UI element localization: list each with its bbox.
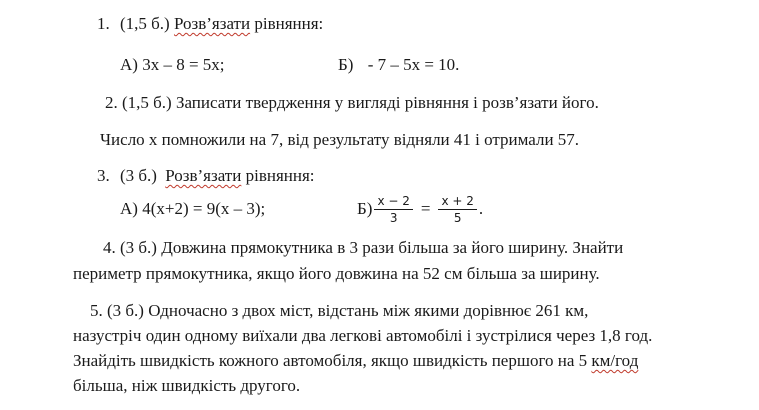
task-3-fraction-left-denominator: 3 [389,211,398,226]
task-3-points: (3 б.) [120,166,157,185]
task-2-body: Число х помножили на 7, від результату відняли 41 і отримали 57. [100,130,580,149]
task-1-instruction-rest: рівняння: [254,14,324,33]
task-3-equals-sign: = [420,199,431,218]
task-3-number: 3. [97,166,110,185]
task-3-instruction: Розв’язати [165,166,242,185]
task-5-line-3-text: Знайдіть швидкість кожного автомобіля, якщо швидкість першого на 5 [73,351,592,370]
task-3-instruction-rest: рівняння: [245,166,315,185]
task-2-header: 2. (1,5 б.) Записати твердження у вигляді рівняння і розв’язати його. [105,93,599,112]
task-5-line-3 [73,351,638,371]
task-3-fraction-right-denominator: 5 [453,211,462,226]
task-5-line-2: назустріч один одному виїхали два легкові автомобілі і зустрілися через 1,8 год. [73,326,653,345]
task-1-header [97,14,323,34]
task-5-line-1: 5. (3 б.) Одночасно з двох міст, відстань між якими дорівнює 261 км, [90,301,589,320]
task-3-option-a-label: А) [120,199,138,218]
task-3-option-a [120,199,265,219]
task-4-line-1: 4. (3 б.) Довжина прямокутника в 3 рази більша за його ширину. Знайти [103,238,624,257]
task-3-option-b [357,189,483,229]
task-4-line-2: периметр прямокутника, якщо його довжина на 52 см більша за ширину. [73,264,600,283]
task-5-speed-unit: км/год [591,351,639,370]
task-1-option-a [120,55,225,75]
task-1-instruction: Розв’язати [173,14,251,33]
task-3-end-dot: . [478,199,484,218]
task-3-header [97,166,315,186]
task-1-number: 1. [97,14,110,33]
task-3-option-a-equation: 4(х+2) = 9(х – 3); [142,199,266,218]
task-5-line-4: більша, ніж швидкість другого. [73,376,301,395]
task-1-option-b-label: Б) [338,55,354,74]
task-1-points: (1,5 б.) [120,14,170,33]
task-1-option-b-equation: - 7 – 5х = 10. [367,55,460,74]
task-3-option-b-label: Б) [357,199,373,218]
task-3-fraction-left [374,195,412,225]
task-3-fraction-left-numerator: x − 2 [374,195,412,210]
task-3-fraction-right [438,195,476,225]
task-3-fraction-right-numerator: x + 2 [438,195,476,210]
task-1-option-a-equation: 3х – 8 = 5х; [142,55,225,74]
task-1-option-b [338,55,459,75]
task-1-option-a-label: А) [120,55,138,74]
